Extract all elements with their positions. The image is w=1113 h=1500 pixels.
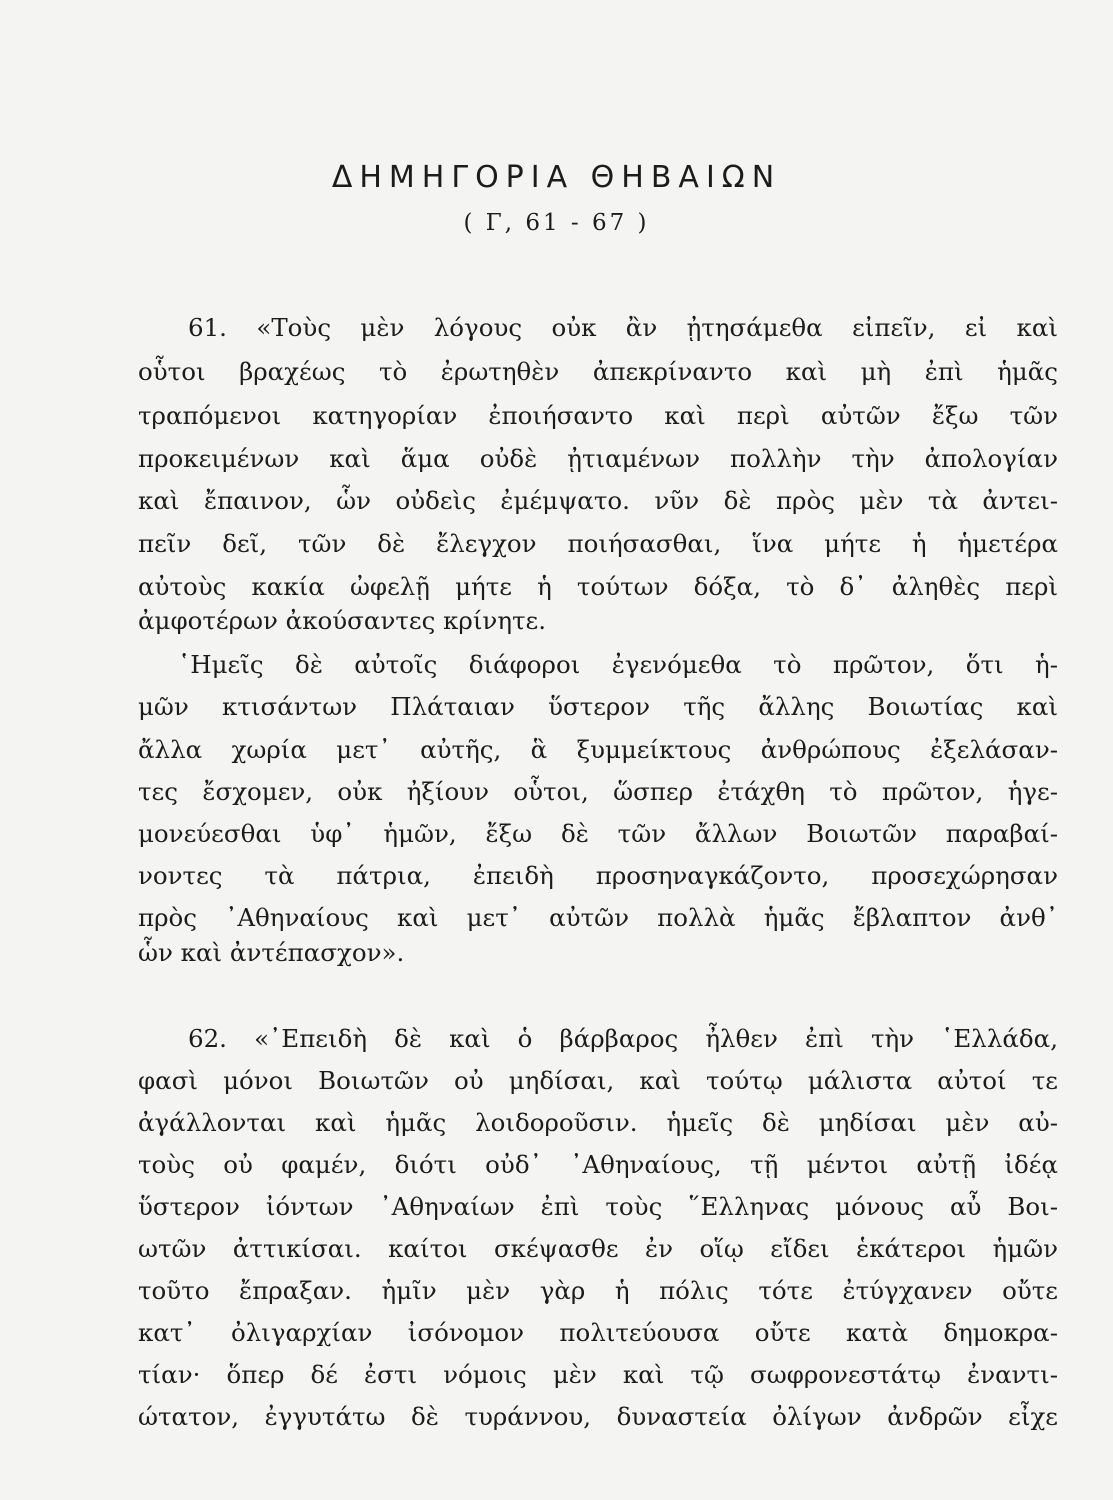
text-line: προκειμένων καὶ ἅμα οὐδὲ ᾐτιαμένων πολλὴν τὴν ἀπολογίαν (138, 444, 1058, 473)
text-line: ἄλλα χωρία μετ᾽ αὐτῆς, ἃ ξυμμείκτους ἀνθρώπους ἐξελάσαν- (138, 735, 1058, 764)
text-line: φασὶ μόνοι Βοιωτῶν οὐ μηδίσαι, καὶ τούτῳ μάλιστα αὐτοί τε (138, 1066, 1058, 1095)
text-line: τοὺς οὐ φαμέν, διότι οὐδ᾽ ᾽Αθηναίους, τῇ μέντοι αὐτῇ ἰδέᾳ (138, 1150, 1058, 1179)
text-line: ὧν καὶ ἀντέπασχον». (138, 938, 405, 967)
text-line: οὗτοι βραχέως τὸ ἐρωτηθὲν ἀπεκρίναντο καὶ μὴ ἐπὶ ἡμᾶς (138, 357, 1058, 386)
text-line: 61. «Τοὺς μὲν λόγους οὐκ ἂν ᾐτησάμεθα εἰπεῖν, εἰ καὶ (188, 313, 1058, 342)
text-line: ἀμφοτέρων ἀκούσαντες κρίνητε. (138, 606, 547, 635)
text-line: ῾Ημεῖς δὲ αὐτοῖς διάφοροι ἐγενόμεθα τὸ πρῶτον, ὅτι ἡ- (178, 650, 1058, 679)
text-line: τραπόμενοι κατηγορίαν ἐποιήσαντο καὶ περὶ αὐτῶν ἔξω τῶν (138, 401, 1058, 430)
text-line: αὐτοὺς κακία ὠφελῇ μήτε ἡ τούτων δόξα, τὸ δ᾽ ἀληθὲς περὶ (138, 572, 1058, 601)
page-subtitle: ( Γ, 61 - 67 ) (463, 210, 650, 236)
text-line: μῶν κτισάντων Πλάταιαν ὕστερον τῆς ἄλλης Βοιωτίας καὶ (138, 692, 1058, 721)
page-title: ΔΗΜΗΓΟΡΙΑ ΘΗΒΑΙΩΝ (331, 160, 782, 195)
text-line: τοῦτο ἔπραξαν. ἡμῖν μὲν γὰρ ἡ πόλις τότε ἐτύγχανεν οὔτε (138, 1276, 1058, 1305)
text-line: πεῖν δεῖ, τῶν δὲ ἔλεγχον ποιήσασθαι, ἵνα μήτε ἡ ἡμετέρα (138, 529, 1058, 558)
text-line: μονεύεσθαι ὑφ᾽ ἡμῶν, ἔξω δὲ τῶν ἄλλων Βοιωτῶν παραβαί- (138, 819, 1058, 848)
text-line: νοντες τὰ πάτρια, ἐπειδὴ προσηναγκάζοντο, προσεχώρησαν (138, 861, 1058, 890)
text-line: καὶ ἔπαινον, ὧν οὐδεὶς ἐμέμψατο. νῦν δὲ πρὸς μὲν τὰ ἀντει- (138, 486, 1058, 515)
text-line: 62. «᾽Επειδὴ δὲ καὶ ὁ βάρβαρος ἦλθεν ἐπὶ τὴν ῾Ελλάδα, (188, 1024, 1058, 1053)
text-line: ωτῶν ἀττικίσαι. καίτοι σκέψασθε ἐν οἵῳ εἴδει ἑκάτεροι ἡμῶν (138, 1234, 1058, 1263)
text-line: τίαν· ὅπερ δέ ἐστι νόμοις μὲν καὶ τῷ σωφρονεστάτῳ ἐναντι- (138, 1360, 1058, 1389)
text-line: ἀγάλλονται καὶ ἡμᾶς λοιδοροῦσιν. ἡμεῖς δὲ μηδίσαι μὲν αὐ- (138, 1108, 1058, 1137)
text-line: κατ᾽ ὀλιγαρχίαν ἰσόνομον πολιτεύουσα οὔτε κατὰ δημοκρα- (138, 1318, 1058, 1347)
text-line: ὕστερον ἰόντων ᾽Αθηναίων ἐπὶ τοὺς ῞Ελληνας μόνους αὖ Βοι- (138, 1192, 1058, 1221)
text-line: ώτατον, ἐγγυτάτω δὲ τυράννου, δυναστεία ὀλίγων ἀνδρῶν εἶχε (138, 1402, 1058, 1431)
text-line: τες ἔσχομεν, οὐκ ἠξίουν οὗτοι, ὥσπερ ἐτάχθη τὸ πρῶτον, ἡγε- (138, 777, 1058, 806)
text-line: πρὸς ᾽Αθηναίους καὶ μετ᾽ αὐτῶν πολλὰ ἡμᾶς ἔβλαπτον ἀνθ᾽ (138, 903, 1058, 932)
